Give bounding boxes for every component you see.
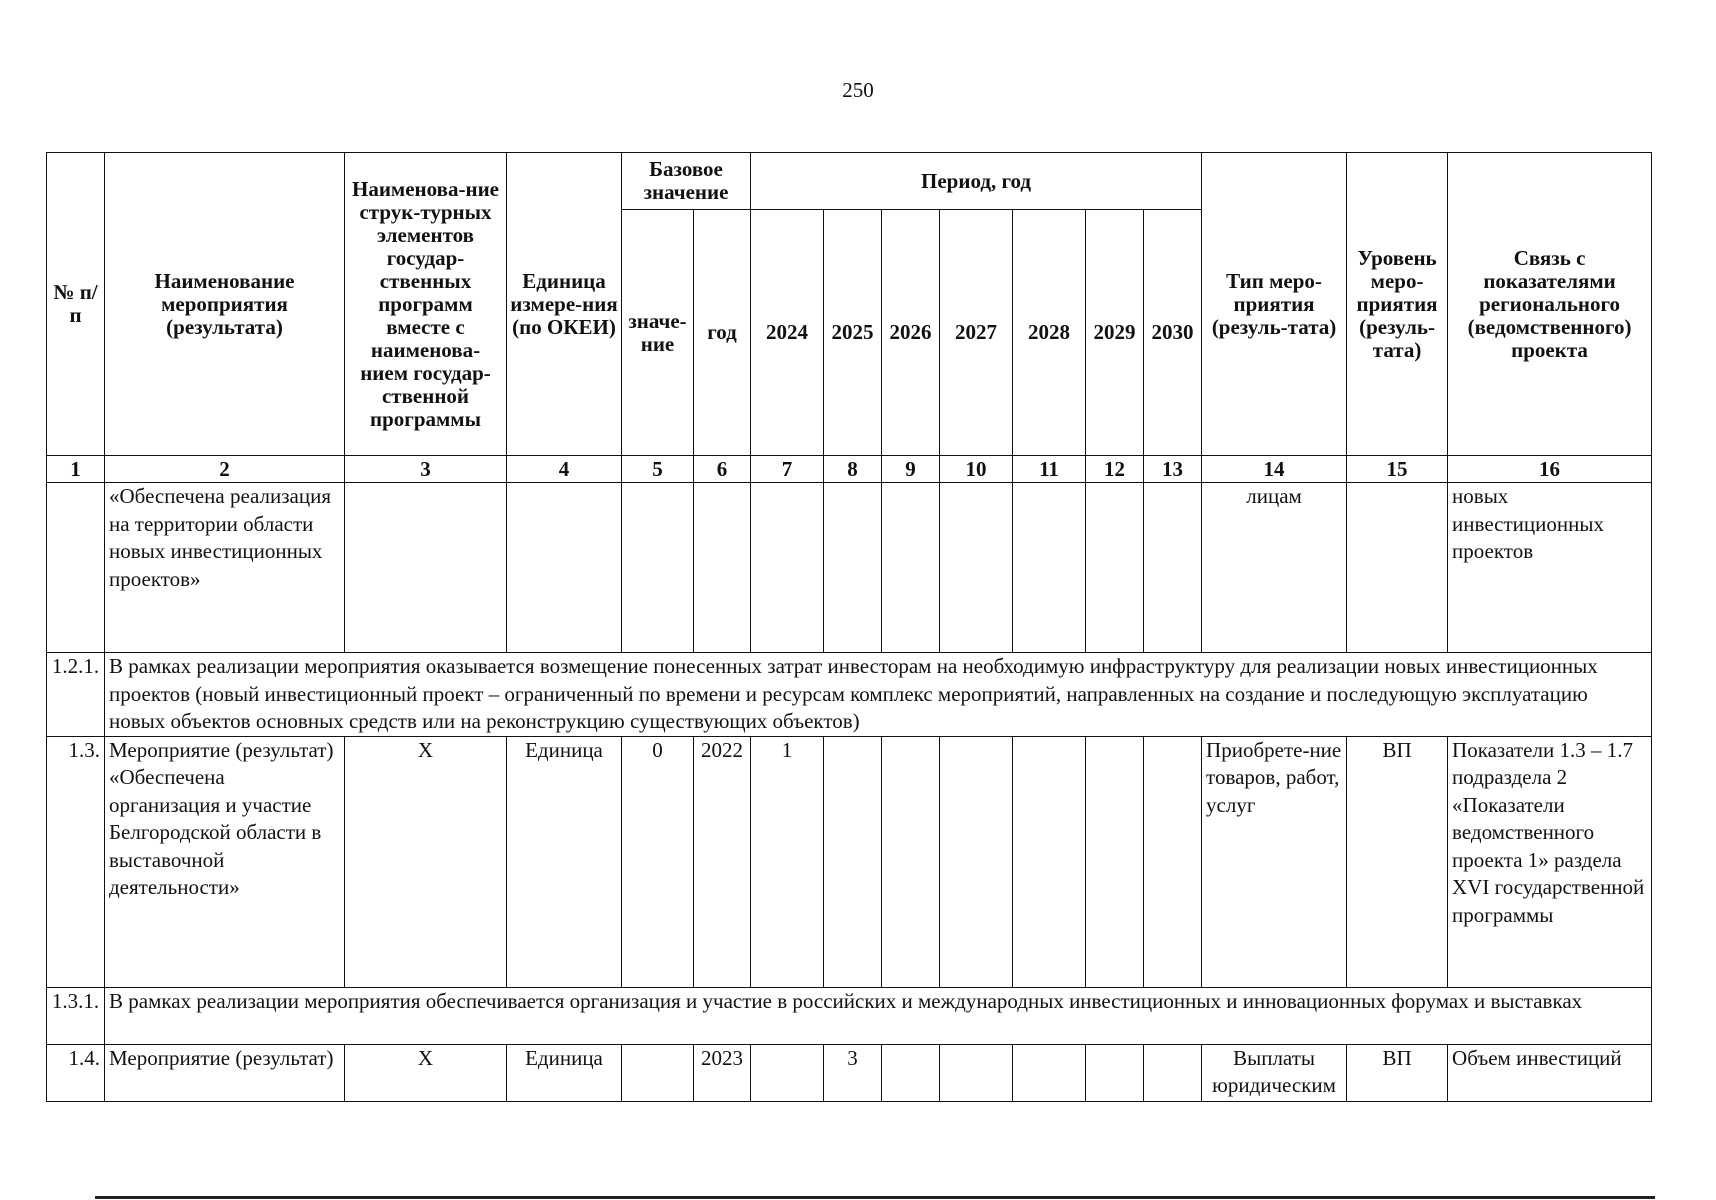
base-value — [622, 1044, 694, 1101]
measures-table — [46, 152, 1652, 1102]
empty-cell — [622, 483, 694, 653]
value-2025: 3 — [824, 1044, 882, 1101]
table-row — [47, 483, 1652, 653]
row-number: 1.3.1. — [47, 987, 105, 1044]
indicator-link: Объем инвестиций — [1448, 1044, 1652, 1101]
unit: Единица — [507, 736, 622, 987]
colnum: 11 — [1013, 456, 1086, 483]
measure-level: ВП — [1347, 1044, 1448, 1101]
value-2028 — [1013, 736, 1086, 987]
structure-element: Х — [345, 1044, 507, 1101]
header-year-2026: 2026 — [882, 210, 940, 456]
base-year: 2022 — [694, 736, 751, 987]
table-row — [47, 1044, 1652, 1101]
empty-cell — [824, 483, 882, 653]
colnum: 13 — [1144, 456, 1202, 483]
colnum: 16 — [1448, 456, 1652, 483]
measure-type: Приобрете-ние товаров, работ, услуг — [1202, 736, 1347, 987]
header-year-2027: 2027 — [940, 210, 1013, 456]
value-2029 — [1086, 736, 1144, 987]
colnum: 1 — [47, 456, 105, 483]
header-col-number: № п/п — [47, 153, 105, 456]
colnum: 3 — [345, 456, 507, 483]
colnum: 15 — [1347, 456, 1448, 483]
value-2028 — [1013, 1044, 1086, 1101]
header-col-name: Наименование мероприятия (результата) — [105, 153, 345, 456]
header-base-value: значе-ние — [622, 210, 694, 456]
header-col-link: Связь с показателями регионального (ведомственного) проекта — [1448, 153, 1652, 456]
table-row — [47, 736, 1652, 987]
page-bottom-edge — [95, 1196, 1655, 1199]
empty-cell — [1144, 483, 1202, 653]
indicator-link: новых инвестиционных проектов — [1448, 483, 1652, 653]
colnum: 14 — [1202, 456, 1347, 483]
value-2025 — [824, 736, 882, 987]
indicator-link: Показатели 1.3 – 1.7 подраздела 2 «Показатели ведомственного проекта 1» раздела XVI государственной программы — [1448, 736, 1652, 987]
colnum: 2 — [105, 456, 345, 483]
header-base-group: Базовое значение — [622, 153, 751, 210]
empty-cell — [694, 483, 751, 653]
base-year: 2023 — [694, 1044, 751, 1101]
colnum: 10 — [940, 456, 1013, 483]
unit: Единица — [507, 1044, 622, 1101]
table-row — [47, 987, 1652, 1044]
row-number: 1.2.1. — [47, 653, 105, 737]
header-col-unit: Единица измере-ния (по ОКЕИ) — [507, 153, 622, 456]
value-2027 — [940, 736, 1013, 987]
measure-type: Выплаты юридическим — [1202, 1044, 1347, 1101]
header-base-year: год — [694, 210, 751, 456]
value-2026 — [882, 1044, 940, 1101]
header-col-type: Тип меро-приятия (резуль-тата) — [1202, 153, 1347, 456]
colnum: 5 — [622, 456, 694, 483]
empty-cell — [1347, 483, 1448, 653]
header-row-1 — [47, 153, 1652, 210]
measure-name: Мероприятие (результат) — [105, 1044, 345, 1101]
empty-cell — [1013, 483, 1086, 653]
header-year-2025: 2025 — [824, 210, 882, 456]
header-col-structure: Наименова-ние струк-турных элементов государ-ственных программ вместе с наименова-нием государ-ственной программы — [345, 153, 507, 456]
value-2024 — [751, 1044, 824, 1101]
value-2024: 1 — [751, 736, 824, 987]
empty-cell — [882, 483, 940, 653]
column-number-row — [47, 456, 1652, 483]
table-row — [47, 653, 1652, 737]
value-2027 — [940, 1044, 1013, 1101]
header-year-2024: 2024 — [751, 210, 824, 456]
row-number-cell — [47, 483, 105, 653]
measure-name: «Обеспечена реализация на территории области новых инвестиционных проектов» — [105, 483, 345, 653]
measure-name: Мероприятие (результат) «Обеспечена организация и участие Белгородской области в выставочной деятельности» — [105, 736, 345, 987]
measure-type: лицам — [1202, 483, 1347, 653]
header-col-level: Уровень меро-приятия (резуль-тата) — [1347, 153, 1448, 456]
header-year-2029: 2029 — [1086, 210, 1144, 456]
value-2030 — [1144, 1044, 1202, 1101]
colnum: 8 — [824, 456, 882, 483]
row-description: В рамках реализации мероприятия обеспечивается организация и участие в российских и международных инвестиционных и инновационных форумах и выставках — [105, 987, 1652, 1044]
empty-cell — [345, 483, 507, 653]
value-2030 — [1144, 736, 1202, 987]
row-description: В рамках реализации мероприятия оказывается возмещение понесенных затрат инвесторам на необходимую инфраструктуру для реализации новых инвестиционных проектов (новый инвестиционный проект – ограниченный по времени и ресурсам комплекс мероприятий, направленных на создание и последующую эксплуатацию новых объектов основных средств или на реконструкцию существующих объектов) — [105, 653, 1652, 737]
page-number: 250 — [842, 78, 874, 102]
base-value: 0 — [622, 736, 694, 987]
header-year-2030: 2030 — [1144, 210, 1202, 456]
colnum: 6 — [694, 456, 751, 483]
colnum: 9 — [882, 456, 940, 483]
empty-cell — [940, 483, 1013, 653]
row-number: 1.3. — [47, 736, 105, 987]
row-number: 1.4. — [47, 1044, 105, 1101]
empty-cell — [1086, 483, 1144, 653]
measure-level: ВП — [1347, 736, 1448, 987]
empty-cell — [751, 483, 824, 653]
value-2026 — [882, 736, 940, 987]
value-2029 — [1086, 1044, 1144, 1101]
colnum: 4 — [507, 456, 622, 483]
header-period-group: Период, год — [751, 153, 1202, 210]
header-year-2028: 2028 — [1013, 210, 1086, 456]
colnum: 7 — [751, 456, 824, 483]
structure-element: Х — [345, 736, 507, 987]
colnum: 12 — [1086, 456, 1144, 483]
empty-cell — [507, 483, 622, 653]
